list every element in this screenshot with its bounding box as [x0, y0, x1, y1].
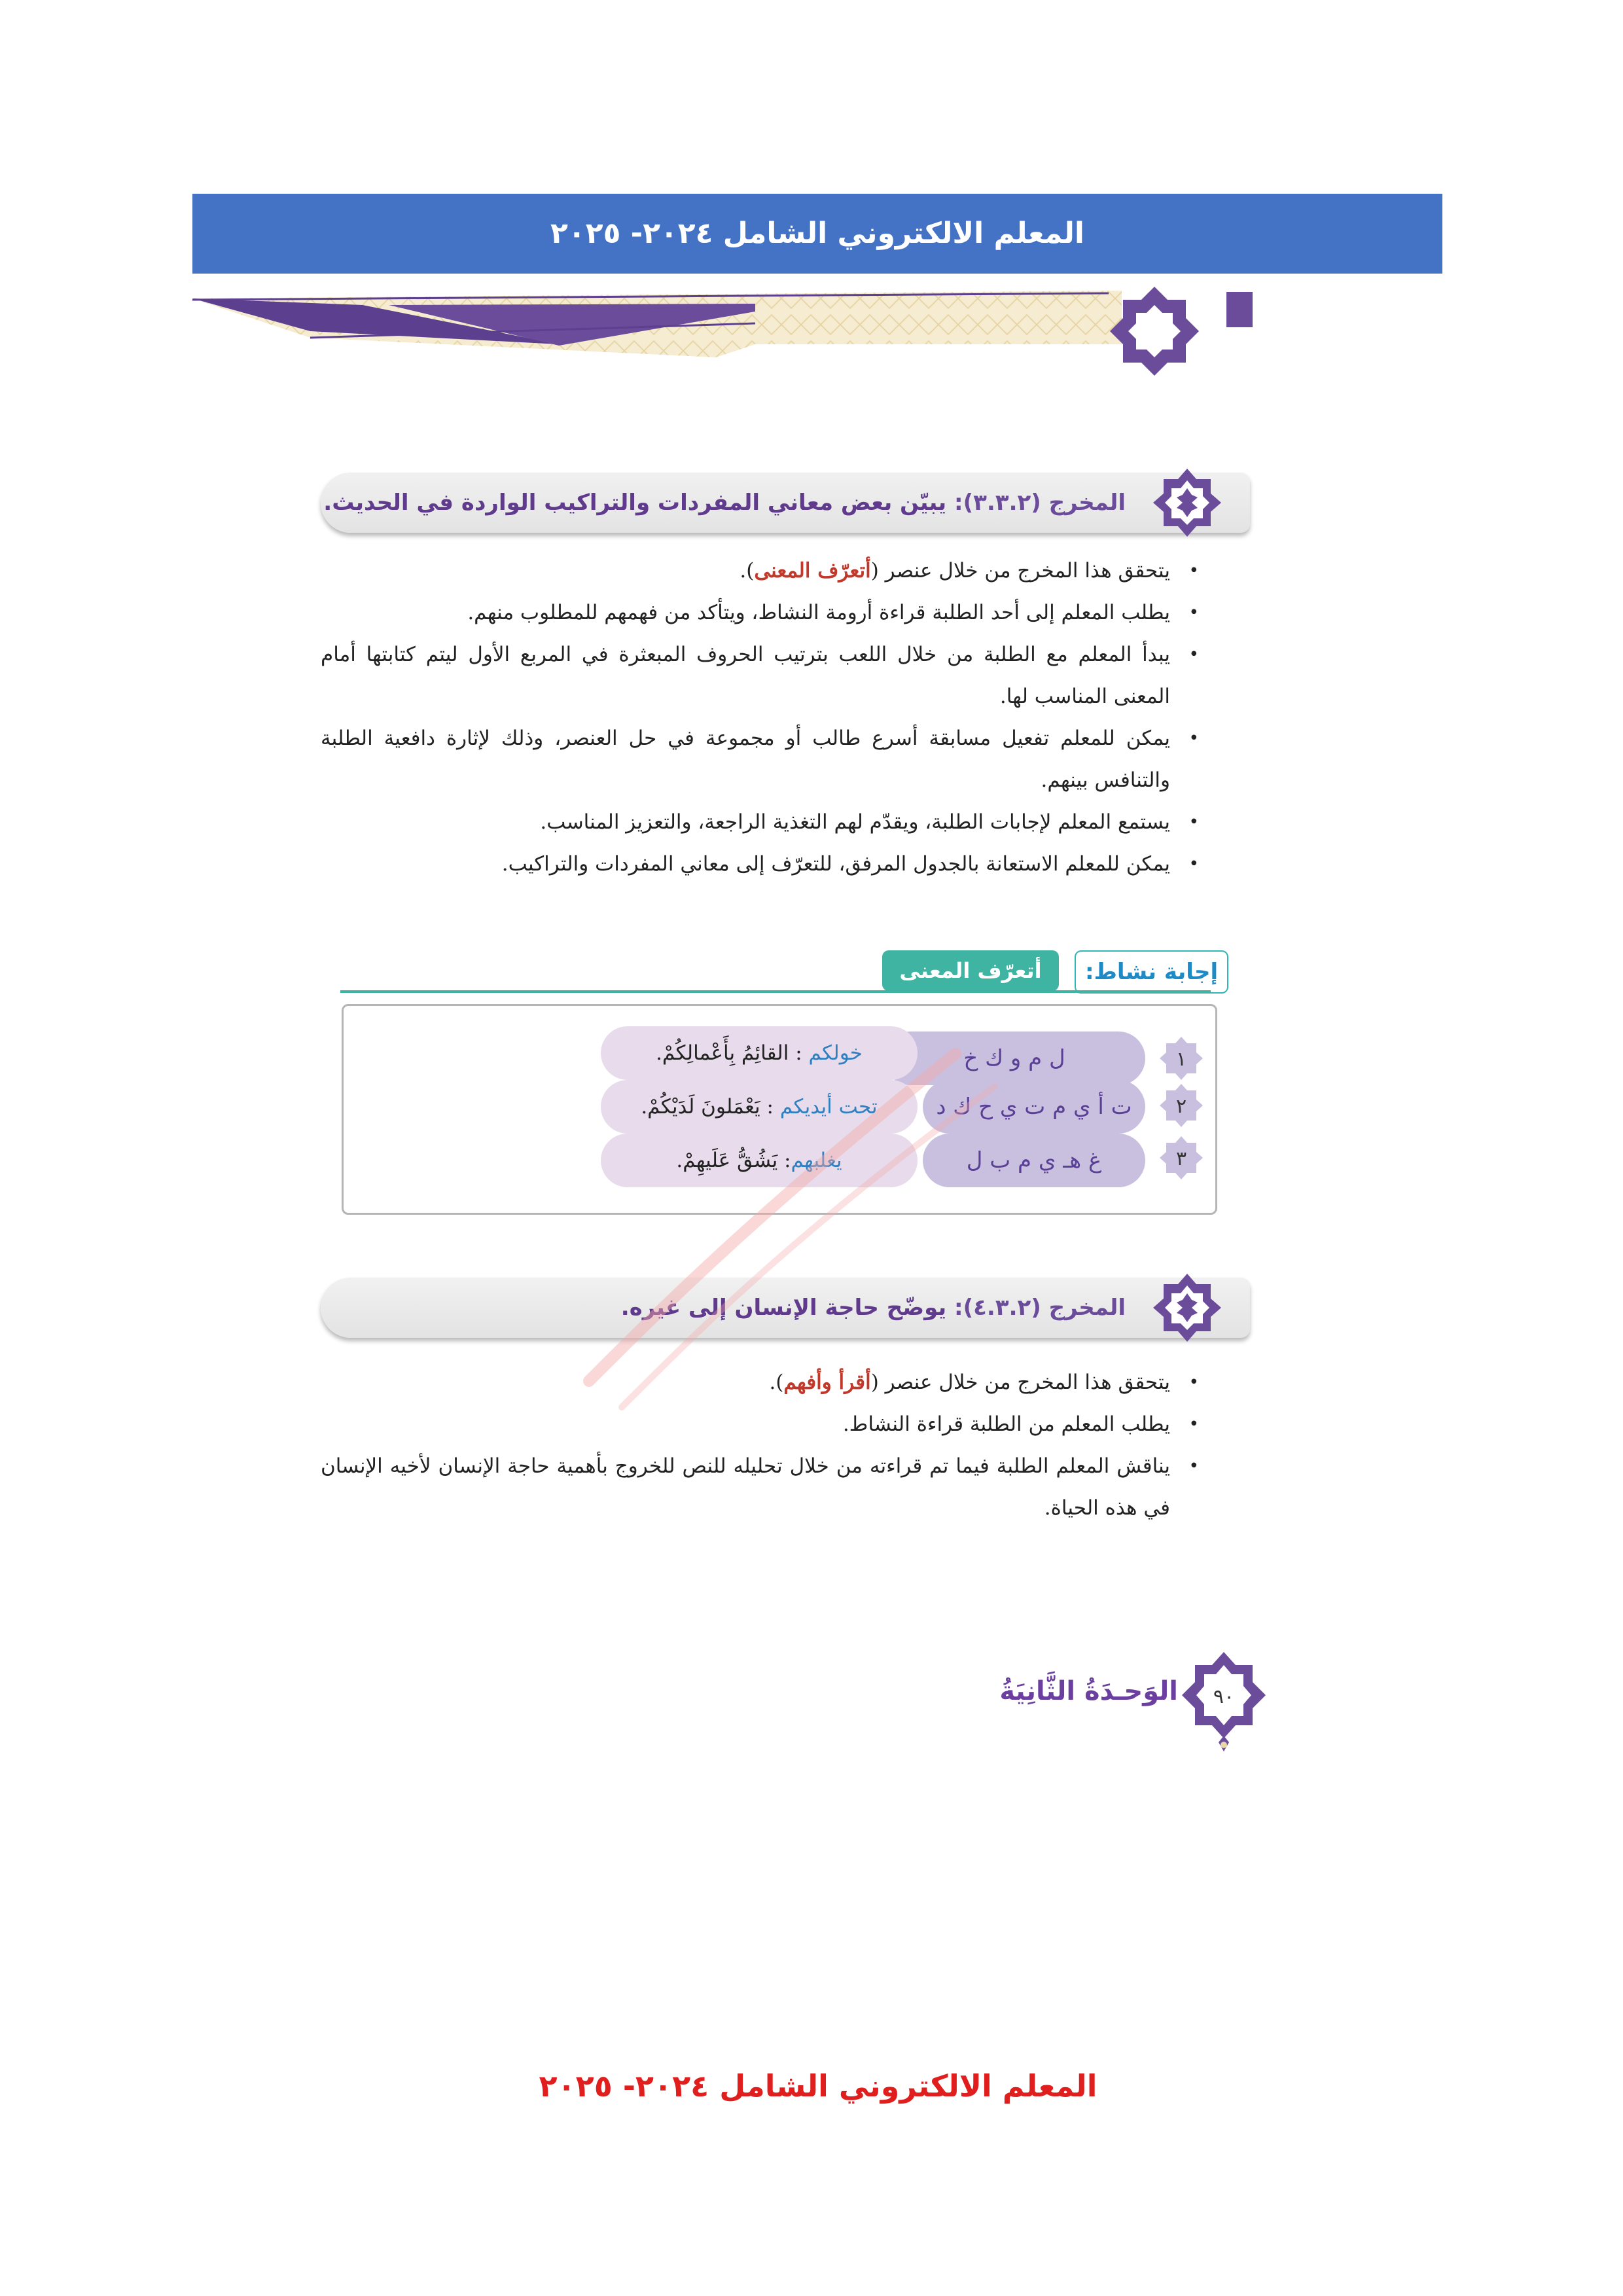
outcome-header-1 [321, 473, 1250, 533]
list-item: • يطلب المعلم من الطلبة قراءة النشاط. [321, 1403, 1204, 1445]
meaning-row-1: خولكم : القائِمُ بِأَعْمالِكُمْ. [601, 1026, 918, 1080]
decorative-banner [192, 285, 1292, 377]
scrambled-letters-3: غ هـ ي م ب ل [923, 1134, 1145, 1187]
header-title: المعلم الالكتروني الشامل ٢٠٢٤- ٢٠٢٥ [192, 194, 1442, 274]
scrambled-letters-1: ل م و ك خ [883, 1031, 1145, 1085]
meaning-row-2: تحت أيديكم : يَعْمَلونَ لَدَيْكُمْ. [601, 1080, 918, 1134]
list-item: • يستمع المعلم لإجابات الطلبة، ويقدّم لهم التغذية الراجعة، والتعزيز المناسب. [321, 801, 1204, 843]
outcome-2-description: يوضّح حاجة الإنسان إلى غيره. [620, 1295, 947, 1321]
number-badge-2-text: ٢ [1175, 1095, 1187, 1118]
page-number-badge [1178, 1649, 1270, 1754]
number-badge-3 [1158, 1135, 1204, 1181]
number-badge-1-text: ١ [1175, 1048, 1187, 1071]
list-item: • يمكن للمعلم تفعيل مسابقة أسرع طالب أو مجموعة في حل العنصر، وذلك لإثارة دافعية الطلبة والتنافس بينهم. [321, 717, 1204, 801]
activity-name-pill: أتعرّف المعنى [882, 950, 1059, 991]
outcome-2-bullets [321, 1361, 1204, 1529]
bottom-title: المعلم الالكتروني الشامل ٢٠٢٤- ٢٠٢٥ [539, 2068, 1097, 2104]
outcome-1-text [323, 473, 1126, 533]
outcome-header-2 [321, 1278, 1250, 1338]
outcome-1-label: المخرج (٣.٣.٢): [954, 490, 1126, 516]
rosette-icon [1150, 466, 1224, 539]
meaning-row-3: يغلبهم: يَشُقُّ عَلَيهِمْ. [601, 1134, 918, 1187]
divider [340, 990, 1211, 993]
list-item: • يتحقق هذا المخرج من خلال عنصر (أتعرّف المعنى). [321, 550, 1204, 592]
page-number: ٩٠ [1213, 1685, 1235, 1708]
list-item: • يمكن للمعلم الاستعانة بالجدول المرفق، للتعرّف إلى معاني المفردات والتراكيب. [321, 843, 1204, 885]
outcome-2-text [621, 1278, 1126, 1338]
list-item: • يتحقق هذا المخرج من خلال عنصر (أقرأ وأفهم). [321, 1361, 1204, 1403]
list-item: • يبدأ المعلم مع الطلبة من خلال اللعب بترتيب الحروف المبعثرة في المربع الأول ليتم كتابتها أمام المعنى المناسب لها. [321, 634, 1204, 717]
list-item: • يطلب المعلم إلى أحد الطلبة قراءة أرومة النشاط، ويتأكد من فهمهم للمطلوب منهم. [321, 592, 1204, 634]
number-badge-1 [1158, 1035, 1204, 1081]
list-item: • يناقش المعلم الطلبة فيما تم قراءته من خلال تحليله للنص للخروج بأهمية حاجة الإنسان لأخيه الإنسان في هذه الحياة. [321, 1445, 1204, 1529]
outcome-2-label: المخرج (٤.٣.٢): [954, 1295, 1126, 1321]
rosette-icon [1150, 1271, 1224, 1344]
scrambled-letters-2: ت أ ي م ت ي ح ك د [923, 1080, 1145, 1134]
outcome-1-bullets [321, 550, 1204, 885]
outcome-1-description: يبيّن بعض معاني المفردات والتراكيب الواردة في الحديث. [323, 490, 947, 516]
unit-title: الوَحـدَةُ الثَّانِيَةُ [999, 1676, 1178, 1706]
number-badge-2 [1158, 1083, 1204, 1128]
activity-answer-label: إجابة نشاط: [1075, 950, 1228, 994]
number-badge-3-text: ٣ [1175, 1147, 1187, 1170]
